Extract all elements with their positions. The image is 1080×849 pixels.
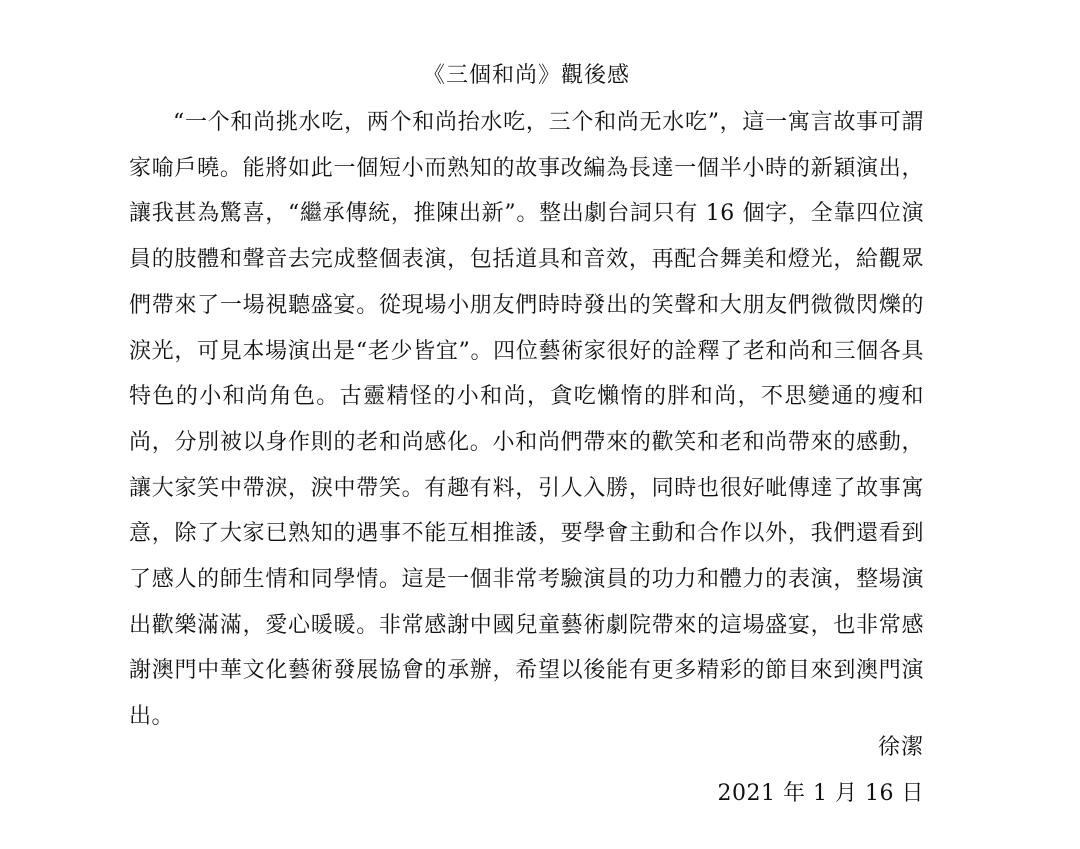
document-date: 2021 年 1 月 16 日: [717, 781, 924, 806]
document-body-paragraph: “一个和尚挑水吃，两个和尚抬水吃，三个和尚无水吃”，這一寓言故事可謂家喻戶曉。能將如此一個短小而熟知的故事改編為長達一個半小時的新穎演出，讓我甚為驚喜，“繼承傳統，推陳出新”。整出劇台詞只有 16 個字，全靠四位演員的肢體和聲音去完成整個表演，包括道具和音效，再配合舞美和燈光，給觀眾們帶來了一場視聽盛宴。從現場小朋友們時時發出的笑聲和大朋友們微微閃爍的淚光，可見本場演出是“老少皆宜”。四位藝術家很好的詮釋了老和尚和三個各具特色的小和尚角色。古靈精怪的小和尚，貪吃懶惰的胖和尚，不思變通的瘦和尚，分別被以身作則的老和尚感化。小和尚們帶來的歡笑和老和尚帶來的感動，讓大家笑中帶淚，淚中帶笑。有趣有料，引人入勝，同時也很好呲傳達了故事寓意，除了大家已熟知的遇事不能互相推諉，要學會主動和合作以外，我們還看到了感人的師生情和同學情。這是一個非常考驗演員的功力和體力的表演，整場演出歡樂滿滿，愛心暖暖。非常感謝中國兒童藝術劇院帶來的這場盛宴，也非常感謝澳門中華文化藝術發展協會的承辦，希望以後能有更多精彩的節目來到澳門演出。: [129, 110, 924, 730]
author-signature: 徐潔: [877, 735, 924, 760]
document-page: [129, 0, 924, 849]
document-title: 《三個和尚》觀後感: [422, 63, 630, 88]
